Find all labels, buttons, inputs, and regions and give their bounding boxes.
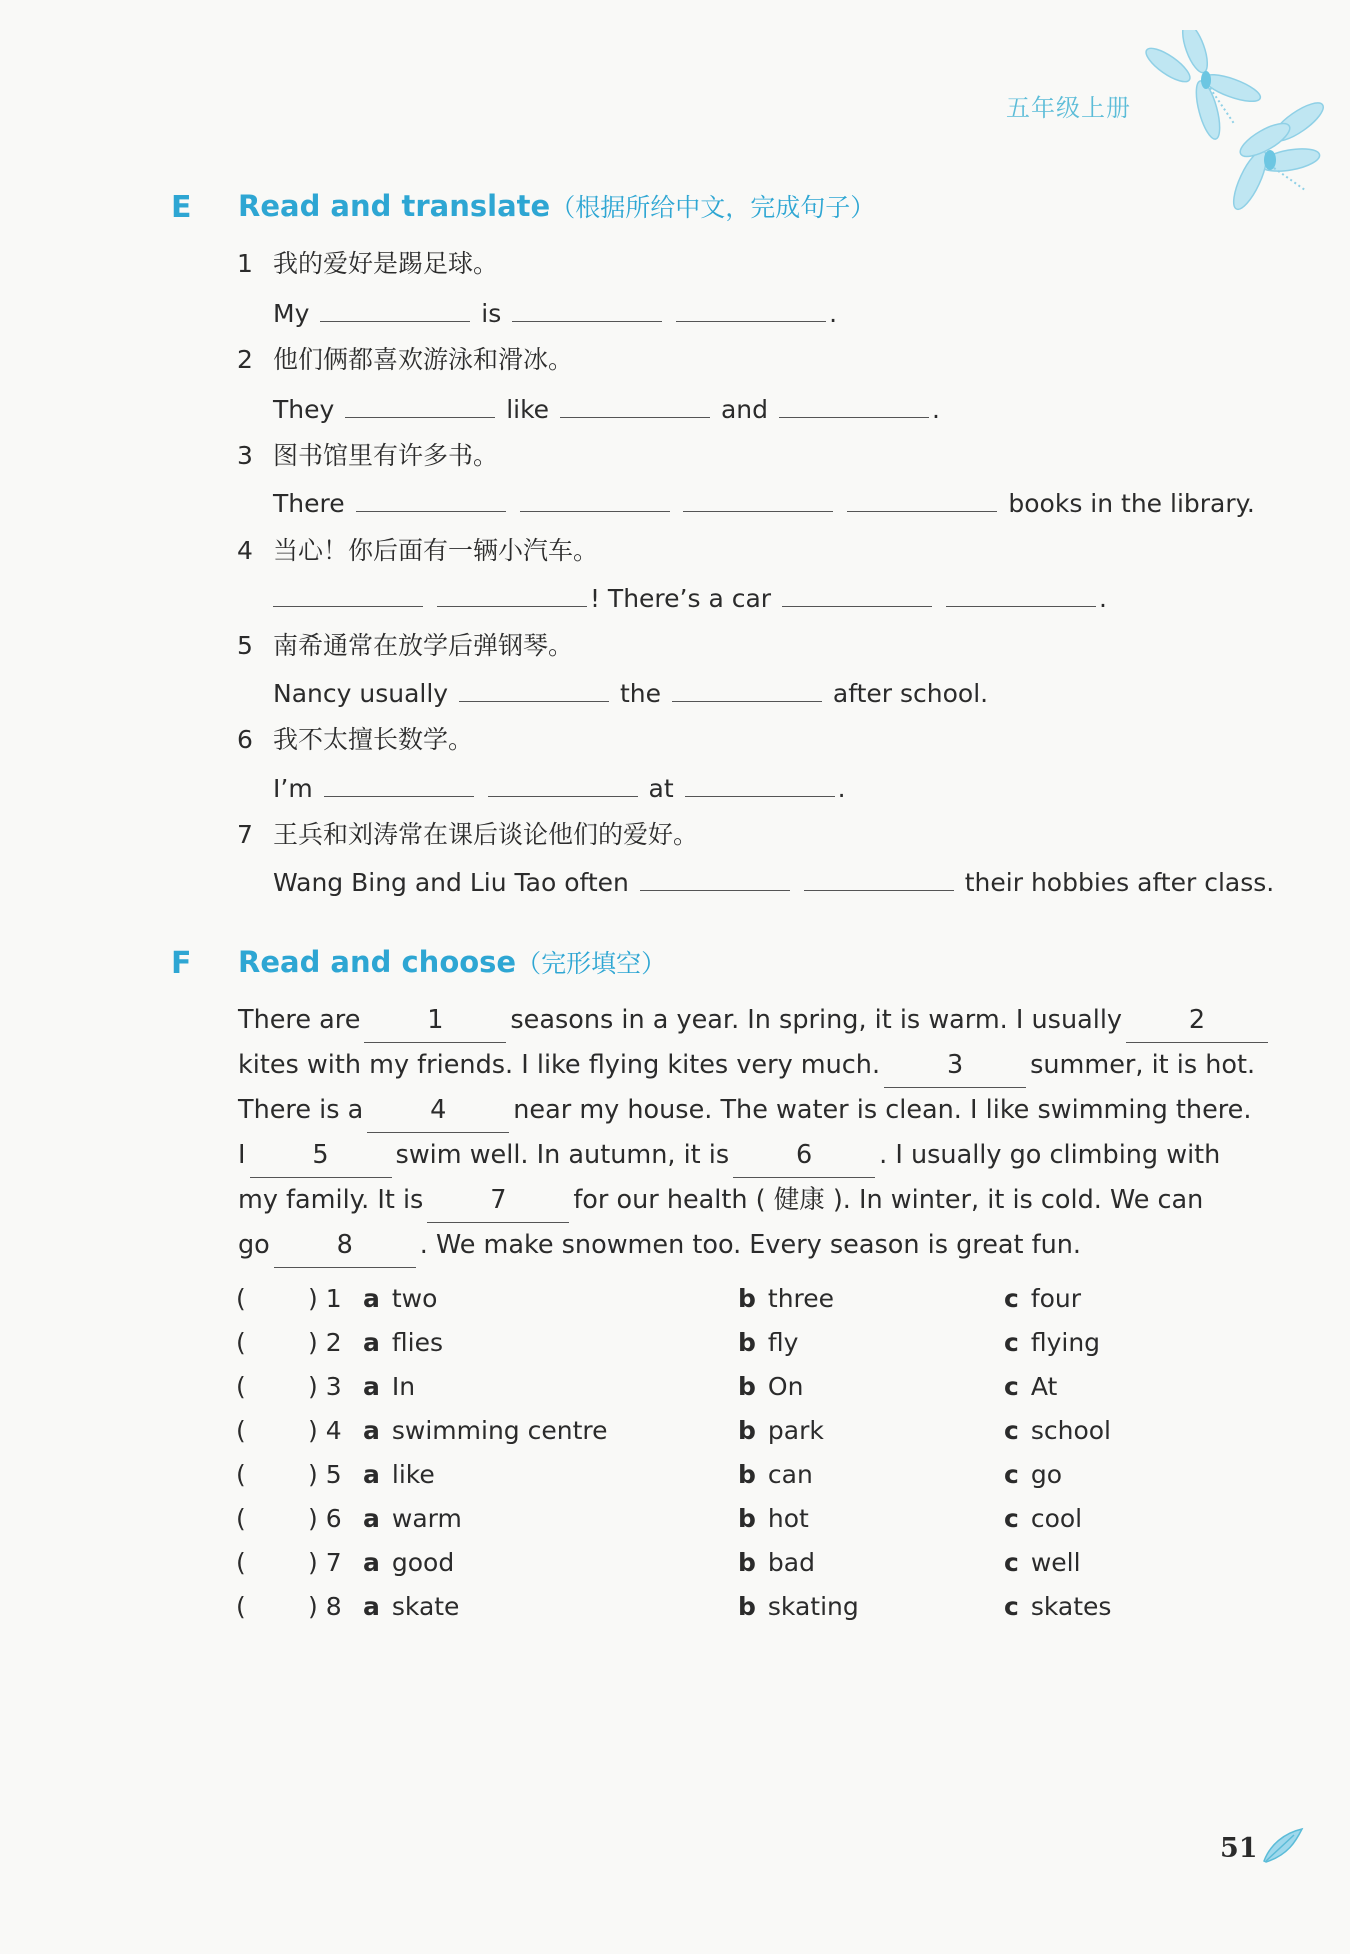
page-number: 51: [1220, 1833, 1258, 1864]
e-item-7-chinese: 王兵和刘涛常在课后谈论他们的爱好。: [273, 820, 699, 849]
option-number: 6: [325, 1504, 342, 1533]
section-f-title-en: Read and choose: [238, 945, 517, 979]
passage-text: kites with my friends. I like flying kites very much.: [238, 1050, 881, 1080]
answer-blank[interactable]: [320, 295, 470, 322]
passage-text: go: [238, 1230, 270, 1260]
option-number: 1: [325, 1284, 342, 1313]
answer-bracket[interactable]: [268, 1502, 306, 1528]
option-number: 8: [325, 1592, 342, 1621]
sentence-text: .: [829, 299, 838, 328]
section-e-title-en: Read and translate: [238, 189, 551, 223]
option-b[interactable]: skating: [767, 1592, 859, 1621]
answer-blank[interactable]: [345, 391, 495, 418]
option-a[interactable]: skate: [391, 1592, 460, 1621]
option-letter-c: c: [1004, 1284, 1019, 1313]
numbered-blank[interactable]: 6: [733, 1133, 875, 1178]
answer-blank[interactable]: [946, 580, 1096, 607]
answer-paren-close: ): [308, 1548, 318, 1577]
cloze-passage: [238, 998, 1256, 1268]
option-letter-c: c: [1004, 1548, 1019, 1577]
numbered-blank[interactable]: 2: [1126, 998, 1268, 1043]
e-item-3-number: 3: [237, 441, 253, 470]
answer-paren-close: ): [308, 1504, 318, 1533]
answer-blank[interactable]: [672, 675, 822, 702]
answer-paren-close: ): [308, 1372, 318, 1401]
option-b[interactable]: bad: [767, 1548, 815, 1577]
option-c[interactable]: four: [1030, 1284, 1082, 1313]
option-letter-a: a: [363, 1548, 380, 1577]
answer-blank[interactable]: [640, 864, 790, 891]
passage-text: for our health ( 健康 ). In winter, it is cold. We can: [573, 1185, 1204, 1215]
sentence-text: .: [931, 395, 940, 424]
answer-blank[interactable]: [685, 770, 835, 797]
answer-paren-close: ): [308, 1416, 318, 1445]
answer-paren-open: (: [236, 1328, 246, 1357]
option-letter-a: a: [363, 1504, 380, 1533]
passage-line: [238, 1178, 1238, 1223]
answer-blank[interactable]: [520, 485, 670, 512]
option-a[interactable]: flies: [391, 1328, 443, 1357]
option-letter-c: c: [1004, 1416, 1019, 1445]
option-letter-c: c: [1004, 1372, 1019, 1401]
answer-paren-open: (: [236, 1372, 246, 1401]
answer-blank[interactable]: [847, 485, 997, 512]
section-f-letter: F: [171, 946, 192, 981]
option-c[interactable]: school: [1030, 1416, 1111, 1445]
answer-paren-open: (: [236, 1592, 246, 1621]
option-letter-b: b: [738, 1284, 756, 1313]
e-item-3-chinese: 图书馆里有许多书。: [273, 441, 499, 470]
answer-paren-close: ): [308, 1592, 318, 1621]
sentence-text: books in the library.: [1008, 489, 1255, 518]
answer-blank[interactable]: [782, 580, 932, 607]
option-c[interactable]: go: [1030, 1460, 1062, 1489]
sentence-text: at: [648, 774, 674, 803]
answer-blank[interactable]: [560, 391, 710, 418]
passage-line: [238, 1043, 1256, 1088]
sentence-text: Nancy usually: [273, 679, 449, 708]
sentence-text: ! There’s a car: [589, 584, 772, 613]
option-c[interactable]: flying: [1030, 1328, 1101, 1357]
option-number: 5: [325, 1460, 342, 1489]
passage-text: There are: [238, 1005, 361, 1035]
sentence-text: .: [837, 774, 846, 803]
option-letter-c: c: [1004, 1592, 1019, 1621]
option-c[interactable]: skates: [1030, 1592, 1112, 1621]
section-f-title: [238, 944, 666, 980]
option-b[interactable]: three: [767, 1284, 835, 1313]
e-item-5-sentence: [273, 675, 988, 711]
option-letter-b: b: [738, 1372, 756, 1401]
answer-bracket[interactable]: [268, 1282, 306, 1308]
option-number: 7: [325, 1548, 342, 1577]
passage-line: [238, 1088, 1252, 1133]
option-letter-c: c: [1004, 1328, 1019, 1357]
answer-bracket[interactable]: [268, 1590, 306, 1616]
option-letter-a: a: [363, 1328, 380, 1357]
option-a[interactable]: like: [391, 1460, 435, 1489]
passage-line: [238, 1133, 1238, 1178]
passage-text: summer, it is hot.: [1030, 1050, 1256, 1080]
e-item-7-sentence: [273, 864, 1274, 900]
sentence-text: My: [273, 299, 310, 328]
passage-text: There is a: [238, 1095, 364, 1125]
answer-bracket[interactable]: [268, 1370, 306, 1396]
e-item-2-sentence: [273, 391, 940, 427]
numbered-blank[interactable]: 3: [884, 1043, 1026, 1088]
passage-line: [238, 1223, 1238, 1268]
e-item-1-sentence: [273, 295, 837, 331]
answer-paren-open: (: [236, 1548, 246, 1577]
e-item-5-chinese: 南希通常在放学后弹钢琴。: [273, 631, 574, 660]
answer-blank[interactable]: [804, 864, 954, 891]
option-c[interactable]: well: [1030, 1548, 1081, 1577]
option-letter-b: b: [738, 1592, 756, 1621]
section-e-title-cn: （根据所给中文，完成句子）: [550, 193, 876, 222]
e-item-4-number: 4: [237, 536, 253, 565]
answer-blank[interactable]: [273, 580, 423, 607]
answer-bracket[interactable]: [268, 1414, 306, 1440]
answer-blank[interactable]: [683, 485, 833, 512]
option-letter-c: c: [1004, 1504, 1019, 1533]
e-item-5-number: 5: [237, 631, 253, 660]
answer-blank[interactable]: [437, 580, 587, 607]
option-number: 2: [325, 1328, 342, 1357]
option-letter-a: a: [363, 1592, 380, 1621]
passage-text: my family. It is: [238, 1185, 424, 1215]
section-e-title: [238, 188, 875, 224]
passage-text: I: [238, 1140, 246, 1170]
option-letter-b: b: [738, 1416, 756, 1445]
answer-blank[interactable]: [488, 770, 638, 797]
option-c[interactable]: cool: [1030, 1504, 1083, 1533]
sentence-text: after school.: [832, 679, 989, 708]
passage-text: seasons in a year. In spring, it is warm. I usually: [510, 1005, 1123, 1035]
answer-bracket[interactable]: [268, 1546, 306, 1572]
answer-bracket[interactable]: [268, 1326, 306, 1352]
sentence-text: There: [273, 489, 345, 518]
option-number: 3: [325, 1372, 342, 1401]
answer-paren-open: (: [236, 1504, 246, 1533]
passage-line: [238, 998, 1238, 1043]
answer-bracket[interactable]: [268, 1458, 306, 1484]
e-item-6-sentence: [273, 770, 846, 806]
section-e-letter: E: [171, 190, 192, 225]
e-item-1-chinese: 我的爱好是踢足球。: [273, 249, 499, 278]
e-item-7-number: 7: [237, 820, 253, 849]
option-c[interactable]: At: [1030, 1372, 1058, 1401]
option-number: 4: [325, 1416, 342, 1445]
option-letter-b: b: [738, 1460, 756, 1489]
dragonfly-decoration-icon: [1140, 30, 1330, 230]
answer-paren-open: (: [236, 1416, 246, 1445]
passage-text: swim well. In autumn, it is: [395, 1140, 730, 1170]
sentence-text: like: [506, 395, 550, 424]
answer-paren-close: ): [308, 1284, 318, 1313]
option-letter-c: c: [1004, 1460, 1019, 1489]
numbered-blank[interactable]: 1: [364, 998, 506, 1043]
option-letter-b: b: [738, 1504, 756, 1533]
e-item-6-number: 6: [237, 725, 253, 754]
option-letter-b: b: [738, 1548, 756, 1577]
numbered-blank[interactable]: 7: [427, 1178, 569, 1223]
sentence-text: the: [619, 679, 662, 708]
answer-blank[interactable]: [459, 675, 609, 702]
sentence-text: They: [273, 395, 335, 424]
e-item-3-sentence: [273, 485, 1255, 521]
answer-blank[interactable]: [356, 485, 506, 512]
e-item-4-chinese: 当心！你后面有一辆小汽车。: [273, 536, 599, 565]
option-letter-b: b: [738, 1328, 756, 1357]
e-item-6-chinese: 我不太擅长数学。: [273, 725, 474, 754]
answer-paren-close: ): [308, 1328, 318, 1357]
option-a[interactable]: good: [391, 1548, 455, 1577]
option-b[interactable]: park: [767, 1416, 824, 1445]
sentence-text: and: [720, 395, 769, 424]
option-a[interactable]: swimming centre: [391, 1416, 608, 1445]
option-b[interactable]: fly: [767, 1328, 799, 1357]
option-b[interactable]: hot: [767, 1504, 809, 1533]
passage-text: near my house. The water is clean. I like swimming there.: [513, 1095, 1252, 1125]
answer-blank[interactable]: [324, 770, 474, 797]
option-a[interactable]: In: [391, 1372, 416, 1401]
sentence-text: .: [1098, 584, 1107, 613]
answer-blank[interactable]: [512, 295, 662, 322]
numbered-blank[interactable]: 8: [274, 1223, 416, 1268]
option-a[interactable]: two: [391, 1284, 438, 1313]
sentence-text: their hobbies after class.: [964, 868, 1275, 897]
sentence-text: is: [481, 299, 502, 328]
answer-paren-close: ): [308, 1460, 318, 1489]
grade-label: 五年级上册: [1006, 94, 1131, 122]
numbered-blank[interactable]: 5: [250, 1133, 392, 1178]
sentence-text: I’m: [273, 774, 313, 803]
e-item-2-number: 2: [237, 345, 253, 374]
answer-paren-open: (: [236, 1460, 246, 1489]
passage-text: . We make snowmen too. Every season is great fun.: [419, 1230, 1082, 1260]
option-b[interactable]: On: [767, 1372, 804, 1401]
passage-text: . I usually go climbing with: [879, 1140, 1221, 1170]
e-item-4-sentence: [273, 580, 1107, 616]
option-letter-a: a: [363, 1460, 380, 1489]
section-f-title-cn: （完形填空）: [516, 949, 667, 978]
e-item-1-number: 1: [237, 249, 253, 278]
option-letter-a: a: [363, 1416, 380, 1445]
leaf-decoration-icon: [1260, 1825, 1305, 1865]
option-b[interactable]: can: [767, 1460, 813, 1489]
answer-paren-open: (: [236, 1284, 246, 1313]
option-letter-a: a: [363, 1284, 380, 1313]
option-letter-a: a: [363, 1372, 380, 1401]
sentence-text: Wang Bing and Liu Tao often: [273, 868, 629, 897]
numbered-blank[interactable]: 4: [367, 1088, 509, 1133]
option-a[interactable]: warm: [391, 1504, 462, 1533]
answer-blank[interactable]: [779, 391, 929, 418]
answer-blank[interactable]: [676, 295, 826, 322]
e-item-2-chinese: 他们俩都喜欢游泳和滑冰。: [273, 345, 574, 374]
